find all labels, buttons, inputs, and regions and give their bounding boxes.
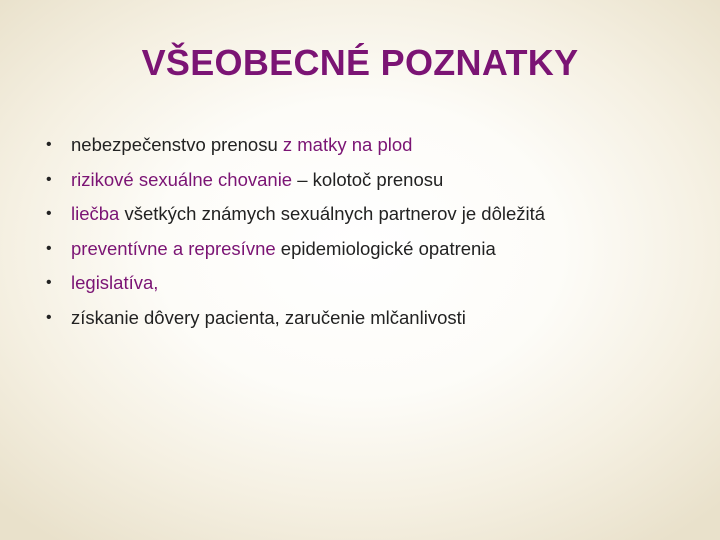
bullet-text-emphasis: legislatíva, [71, 272, 159, 293]
bullet-text-emphasis: z matky na plod [282, 134, 413, 155]
bullet-item [46, 130, 706, 165]
bullet-text-plain: epidemiologické opatrenia [280, 237, 496, 259]
bullet-dot-icon: • [46, 136, 52, 153]
bullet-text [71, 234, 496, 264]
bullet-dot-icon: • [46, 308, 52, 326]
bullet-text-plain: nebezpečenstvo prenosu [71, 134, 283, 155]
slide-title: VŠEOBECNÉ POZNATKY [141, 42, 579, 83]
bullet-item [46, 303, 706, 338]
bullet-dot-icon: • [46, 205, 52, 222]
bullet-text-plain: všetkých známych sexuálnych partnerov je dôležitá [124, 203, 546, 224]
bullet-dot-icon: • [46, 170, 52, 188]
bullet-text-emphasis: rizikové sexuálne chovanie [71, 168, 298, 190]
bullet-text-emphasis: preventívne a represívne [71, 237, 281, 259]
bullet-text-plain: – kolotoč prenosu [297, 168, 444, 190]
bullet-dot-icon: • [46, 239, 52, 257]
bullet-text [71, 199, 545, 229]
bullet-text [71, 130, 412, 160]
bullet-text-plain: získanie dôvery pacienta, zaručenie mlčanlivosti [71, 306, 466, 328]
bullet-item [46, 165, 706, 200]
bullet-item [46, 268, 706, 303]
bullet-item [46, 234, 706, 269]
bullet-text [71, 303, 466, 333]
bullet-text [71, 165, 443, 195]
bullet-text [71, 268, 158, 298]
bullet-item [46, 199, 706, 234]
bullet-list [46, 130, 706, 337]
bullet-text-emphasis: liečba [71, 203, 125, 224]
bullet-dot-icon: • [46, 274, 52, 291]
